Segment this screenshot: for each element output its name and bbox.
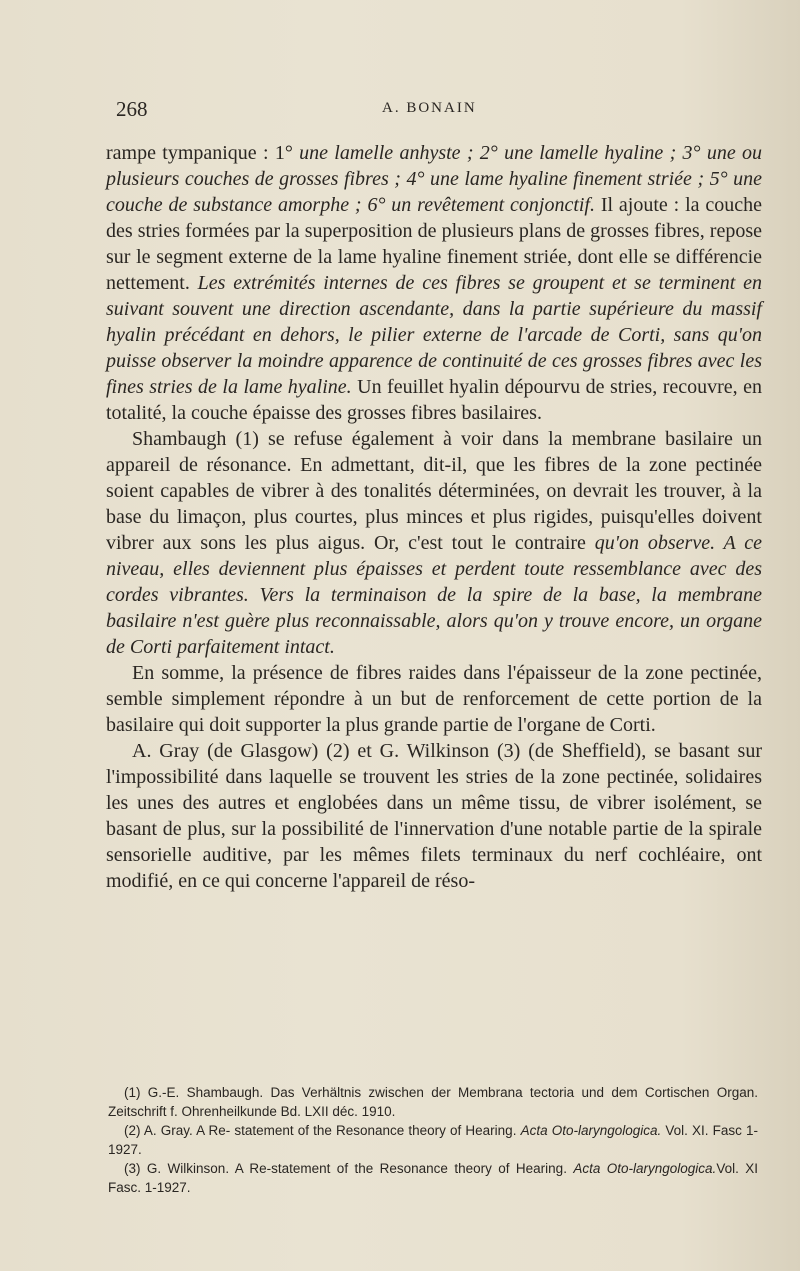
text-run: (2) A. Gray. A Re- statement of the Resonance theory of Hearing. bbox=[124, 1123, 521, 1138]
italic-run: qu'on observe. A ce niveau, elles deviennent plus épaisses et perdent toute ressemblance avec des cordes vibrantes. Vers la terminaison de la spire de la base, la membrane basilaire n'est guère plus reconnaissable, alors qu'on y trouve encore, un organe de Corti parfaitement intact. bbox=[106, 532, 762, 658]
text-run: (3) G. Wilkinson. A Re-statement of the Resonance theory of Hearing. bbox=[124, 1161, 574, 1176]
paragraph bbox=[106, 738, 762, 894]
italic-run: Acta Oto-laryngologica. bbox=[520, 1123, 662, 1138]
footnote bbox=[108, 1083, 758, 1121]
italic-run: Les extrémités internes de ces fibres se groupent et se terminent en suivant souvent une direction ascendante, dans la partie supérieure du massif hyalin précédant en dehors, le pilier externe de l'arcade de Corti, sans qu'on puisse observer la moindre apparence de continuité de ces grosses fibres avec les fines stries de la lame hyaline. bbox=[106, 272, 762, 398]
page-number: 268 bbox=[116, 97, 148, 121]
text-run: Vol. XI. Fasc 1-1927. bbox=[108, 1123, 758, 1157]
text-run: rampe tympanique : 1° bbox=[106, 142, 300, 164]
paragraph bbox=[106, 426, 762, 660]
footnote bbox=[108, 1159, 758, 1197]
text-run: En somme, la présence de fibres raides dans l'épaisseur de la zone pectinée, semble simplement répondre à un but de renforcement de cette portion de la basilaire qui doit supporter la plus grande partie de l'organe de Corti. bbox=[106, 662, 762, 736]
running-head: A. BONAIN bbox=[382, 100, 477, 116]
italic-run: une lamelle anhyste ; 2° une lamelle hyaline ; 3° une ou plusieurs couches de grosses fibres ; 4° une lame hyaline finement striée ; 5° une couche de substance amorphe ; 6° un revêtement conjonctif. bbox=[106, 142, 762, 216]
text-run: Shambaugh (1) se refuse également à voir dans la membrane basilaire un appareil de résonance. En admettant, dit-il, que les fibres de la zone pectinée soient capables de vibrer à des tonalités déterminées, on devrait les trouver, à la base du limaçon, plus courtes, plus minces et plus rigides, puisqu'elles doivent vibrer aux sons les plus aigus. Or, c'est tout le contraire bbox=[106, 428, 762, 554]
paragraph bbox=[106, 140, 762, 426]
text-run: (1) G.-E. Shambaugh. Das Verhältnis zwischen der Membrana tectoria und dem Cortischen Organ. Zeitschrift f. Ohrenheilkunde Bd. LXII déc. 1910. bbox=[108, 1085, 758, 1119]
page-header bbox=[116, 97, 766, 127]
footnote bbox=[108, 1121, 758, 1159]
footnotes bbox=[108, 1083, 758, 1197]
text-run: Vol. XI Fasc. 1-1927. bbox=[108, 1161, 758, 1195]
body-text bbox=[106, 140, 762, 894]
text-run: Un feuillet hyalin dépourvu de stries, recouvre, en totalité, la couche épaisse des grosses fibres basilaires. bbox=[106, 376, 762, 424]
paragraph bbox=[106, 660, 762, 738]
text-run: Il ajoute : la couche des stries formées par la superposition de plusieurs plans de grosses fibres, repose sur le segment externe de la lame hyaline finement striée, dont elle se différencie nettement. bbox=[106, 194, 762, 294]
text-run: A. Gray (de Glasgow) (2) et G. Wilkinson (3) (de Sheffield), se basant sur l'impossibilité dans laquelle se trouvent les stries de la zone pectinée, solidaires les unes des autres et englobées dans un même tissu, de vibrer isolément, se basant de plus, sur la possibilité de l'innervation d'une notable partie de la spirale sensorielle auditive, par les mêmes filets terminaux du nerf cochléaire, ont modifié, en ce qui concerne l'appareil de réso- bbox=[106, 740, 762, 892]
italic-run: Acta Oto-laryngologica. bbox=[573, 1161, 717, 1176]
